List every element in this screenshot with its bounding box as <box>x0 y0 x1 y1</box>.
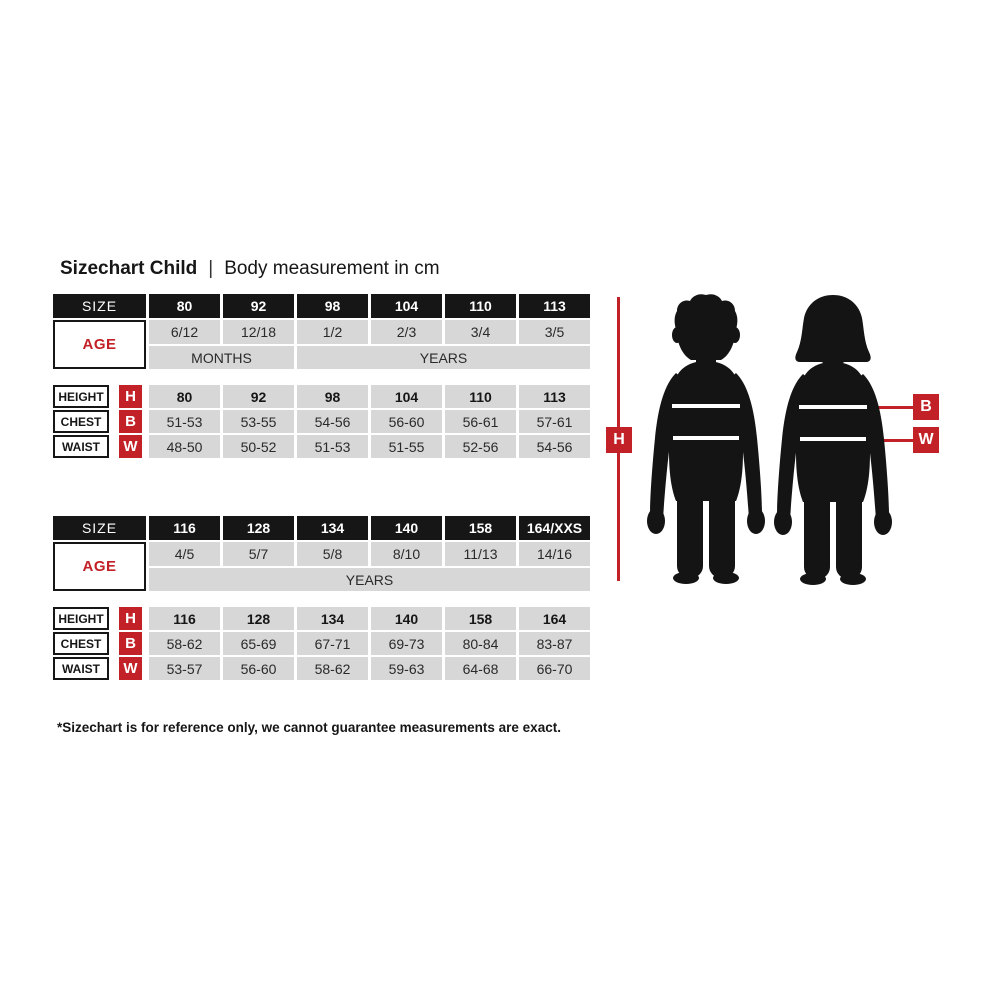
age-cell: 1/2 <box>297 320 368 344</box>
chest-cell: 67-71 <box>297 632 368 655</box>
waist-cell: 56-60 <box>223 657 294 680</box>
size-cell: 134 <box>297 516 368 540</box>
waist-row-label <box>53 657 146 680</box>
size-cell: 110 <box>445 294 516 318</box>
chest-cell: 80-84 <box>445 632 516 655</box>
height-cell: 158 <box>445 607 516 630</box>
age-cell: 5/7 <box>223 542 294 566</box>
waist-abbr-badge: W <box>119 435 142 458</box>
height-cell: 128 <box>223 607 294 630</box>
size-cell: 80 <box>149 294 220 318</box>
chest-cell: 56-60 <box>371 410 442 433</box>
size-cell: 164/XXS <box>519 516 590 540</box>
size-cell: 128 <box>223 516 294 540</box>
waist-cell: 66-70 <box>519 657 590 680</box>
chest-row-label <box>53 410 146 433</box>
age-cell: 5/8 <box>297 542 368 566</box>
chest-cell: 69-73 <box>371 632 442 655</box>
boy-chest-stripe <box>672 404 740 408</box>
page-title <box>60 258 440 280</box>
waist-cell: 59-63 <box>371 657 442 680</box>
age-cell: 8/10 <box>371 542 442 566</box>
height-cell: 98 <box>297 385 368 408</box>
boy-waist-stripe <box>673 436 739 440</box>
chest-cell: 58-62 <box>149 632 220 655</box>
size-cell: 113 <box>519 294 590 318</box>
height-cell: 92 <box>223 385 294 408</box>
height-cell: 116 <box>149 607 220 630</box>
age-cell: 12/18 <box>223 320 294 344</box>
chest-cell: 51-53 <box>149 410 220 433</box>
age-cell: 3/4 <box>445 320 516 344</box>
age-cell: 11/13 <box>445 542 516 566</box>
size-cell: 104 <box>371 294 442 318</box>
waist-cell: 53-57 <box>149 657 220 680</box>
size-row-label: SIZE <box>53 294 146 318</box>
period-cell: MONTHS <box>149 346 294 369</box>
height-label-box: HEIGHT <box>53 385 109 408</box>
height-cell: 140 <box>371 607 442 630</box>
period-cell: YEARS <box>297 346 590 369</box>
chest-cell: 56-61 <box>445 410 516 433</box>
height-cell: 134 <box>297 607 368 630</box>
height-abbr-badge: H <box>119 607 142 630</box>
waist-label-box: WAIST <box>53 435 109 458</box>
age-cell: 14/16 <box>519 542 590 566</box>
height-cell: 104 <box>371 385 442 408</box>
waist-cell: 50-52 <box>223 435 294 458</box>
height-cell: 80 <box>149 385 220 408</box>
chest-cell: 53-55 <box>223 410 294 433</box>
chest-abbr-badge: B <box>119 410 142 433</box>
chest-abbr-badge: B <box>119 632 142 655</box>
height-cell: 113 <box>519 385 590 408</box>
age-cell: 6/12 <box>149 320 220 344</box>
chest-cell: 65-69 <box>223 632 294 655</box>
waist-label-box: WAIST <box>53 657 109 680</box>
title-subtitle: Body measurement in cm <box>224 258 440 279</box>
chest-cell: 54-56 <box>297 410 368 433</box>
waist-cell: 48-50 <box>149 435 220 458</box>
chest-cell: 83-87 <box>519 632 590 655</box>
age-row-label: AGE <box>53 542 146 591</box>
girl-silhouette <box>770 291 896 586</box>
height-badge: H <box>606 427 632 453</box>
chest-badge: B <box>913 394 939 420</box>
size-cell: 92 <box>223 294 294 318</box>
height-row-label <box>53 385 146 408</box>
waist-cell: 51-53 <box>297 435 368 458</box>
waist-row-label <box>53 435 146 458</box>
chest-label-box: CHEST <box>53 410 109 433</box>
height-cell: 164 <box>519 607 590 630</box>
height-cell: 110 <box>445 385 516 408</box>
chest-label-box: CHEST <box>53 632 109 655</box>
sizechart-table-toddler <box>53 294 590 458</box>
girl-waist-stripe <box>800 437 866 441</box>
waist-abbr-badge: W <box>119 657 142 680</box>
age-row-label: AGE <box>53 320 146 369</box>
waist-cell: 58-62 <box>297 657 368 680</box>
waist-cell: 52-56 <box>445 435 516 458</box>
size-cell: 140 <box>371 516 442 540</box>
size-cell: 158 <box>445 516 516 540</box>
waist-cell: 64-68 <box>445 657 516 680</box>
waist-cell: 51-55 <box>371 435 442 458</box>
footnote: *Sizechart is for reference only, we cannot guarantee measurements are exact. <box>57 720 561 735</box>
size-row-label: SIZE <box>53 516 146 540</box>
waist-badge: W <box>913 427 939 453</box>
height-abbr-badge: H <box>119 385 142 408</box>
period-cell: YEARS <box>149 568 590 591</box>
size-cell: 98 <box>297 294 368 318</box>
age-cell: 4/5 <box>149 542 220 566</box>
height-label-box: HEIGHT <box>53 607 109 630</box>
chest-row-label <box>53 632 146 655</box>
girl-chest-stripe <box>799 405 867 409</box>
title-main: Sizechart Child <box>60 258 198 279</box>
height-row-label <box>53 607 146 630</box>
chest-cell: 57-61 <box>519 410 590 433</box>
title-separator: | <box>208 258 214 279</box>
age-cell: 3/5 <box>519 320 590 344</box>
boy-silhouette <box>643 290 769 585</box>
age-cell: 2/3 <box>371 320 442 344</box>
sizechart-table-kids <box>53 516 590 680</box>
size-cell: 116 <box>149 516 220 540</box>
waist-cell: 54-56 <box>519 435 590 458</box>
